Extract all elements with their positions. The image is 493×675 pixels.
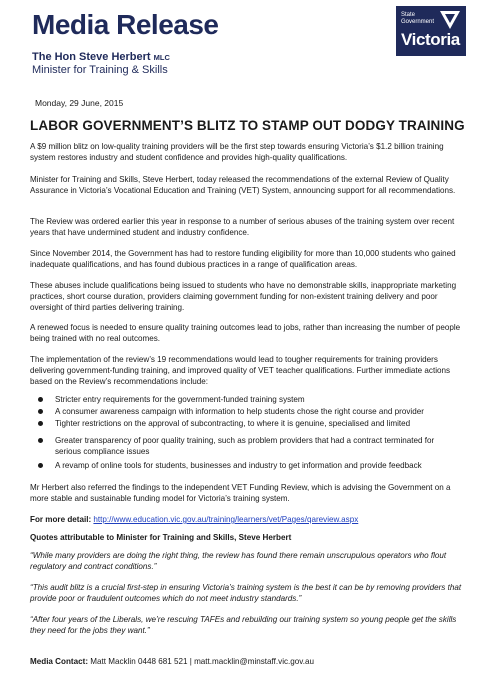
media-contact-email[interactable]: matt.macklin@minstaff.vic.gov.au (194, 657, 314, 666)
bullet-marker (38, 397, 43, 402)
minister-name-text: The Hon Steve Herbert (32, 51, 151, 63)
minister-postnominal: MLC (153, 53, 170, 62)
media-contact-name-phone: Matt Macklin 0448 681 521 (90, 657, 188, 666)
bullet-marker (38, 438, 43, 443)
paragraph-7: The implementation of the review’s 19 recommendations would lead to tougher requirements for training providers delivering government-funding training, and improved quality of VET teacher qualifications. Further immediate actions based on the Review’s recommendations include: (30, 355, 451, 386)
minister-portfolio: Minister for Training & Skills (32, 64, 168, 76)
paragraph-5: These abuses include qualifications being issued to students who have no demonstrable skills, inappropriate marketing practices, short course duration, providers claiming government funding for non-existent training delivery and poor oversight of third parties delivering training. (30, 281, 457, 312)
more-detail-label: For more detail: (30, 515, 92, 524)
paragraph-6: A renewed focus is needed to ensure quality training outcomes lead to jobs, rather than increasing the number of people being trained with no real outcomes. (30, 323, 461, 343)
bullet-marker (38, 463, 43, 468)
logo-corner-mark-icon (438, 9, 462, 31)
quote-2: “This audit blitz is a crucial first-step in ensuring Victoria’s training system is the best it can be by removing providers that provide poor or fraudulent outcomes which do not meet industry standards.” (30, 583, 462, 603)
quote-1: “While many providers are doing the right thing, the review has found there remain unscrupulous operators who flout regulatory and contract conditions.” (30, 551, 447, 571)
quote-3: “After four years of the Liberals, we’re rescuing TAFEs and rebuilding our training system so young people get the skills they need for the jobs they want.” (30, 615, 457, 635)
paragraph-referral: Mr Herbert also referred the findings to the independent VET Funding Review, which is advising the Government on a more stable and sustainable funding model for Victoria’s training system. (30, 483, 451, 503)
media-contact-label: Media Contact: (30, 657, 89, 666)
paragraph-1: A $9 million blitz on low-quality training providers will be the first step towards ensuring Victoria’s $1.2 billion training system restores industry and student confidence and provides high-quality qualifications. (30, 142, 444, 162)
document-title: Media Release (32, 9, 219, 40)
bullet-item-4: Greater transparency of poor quality training, such as problem providers that had a contract terminated for serious compliance issues (55, 436, 435, 456)
paragraph-4: Since November 2014, the Government has had to restore funding eligibility for more than 10,000 students who gained inadequate qualifications, and has found dubious practices in a range of qualification areas. (30, 249, 456, 269)
paragraph-3: The Review was ordered earlier this year in response to a number of serious abuses of the training system over recent years that have undermined student and industry confidence. (30, 217, 455, 237)
more-detail-link[interactable]: http://www.education.vic.gov.au/training/learners/vet/Pages/qareview.aspx (93, 515, 359, 524)
logo-line-government: Government (401, 19, 435, 25)
victoria-government-logo (396, 6, 466, 56)
bullet-marker (38, 409, 43, 414)
bullet-marker (38, 421, 43, 426)
minister-name (32, 51, 170, 64)
media-contact-line (30, 656, 462, 667)
bullet-item-3: Tighter restrictions on the approval of subcontracting, to where it is genuine, specialised and limited (55, 419, 411, 428)
logo-line-victoria: Victoria (401, 30, 460, 49)
bullet-item-1: Stricter entry requirements for the government-funded training system (55, 395, 305, 404)
bullet-item-5: A revamp of online tools for students, businesses and industry to get information and provide feedback (55, 461, 422, 470)
media-contact-separator: | (189, 657, 192, 666)
release-date: Monday, 29 June, 2015 (35, 98, 124, 108)
bullet-item-2: A consumer awareness campaign with information to help students chose the right course and provider (55, 407, 424, 416)
quotes-heading: Quotes attributable to Minister for Training and Skills, Steve Herbert (30, 533, 292, 542)
more-detail-line (30, 514, 462, 525)
headline: LABOR GOVERNMENT’S BLITZ TO STAMP OUT DODGY TRAINING (30, 118, 465, 133)
logo-line-state: State (401, 12, 416, 18)
paragraph-2: Minister for Training and Skills, Steve Herbert, today released the recommendations of the external Review of Quality Assurance in Victoria’s Vocational Education and Training (VET) System, announcing support for all recommendations. (30, 175, 456, 195)
